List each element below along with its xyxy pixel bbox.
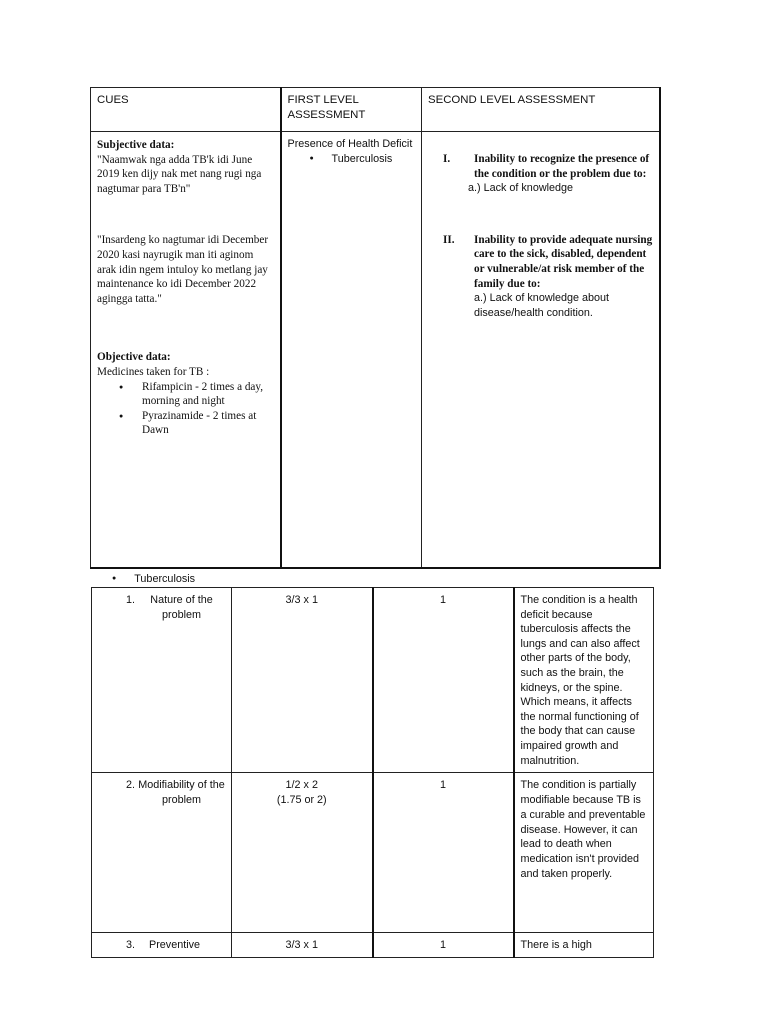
computation-note: (1.75 or 2): [276, 793, 327, 806]
scoring-table: [91, 587, 654, 958]
list-item: [428, 233, 653, 321]
criterion-text: Preventive: [149, 939, 201, 952]
list-item: [428, 152, 653, 196]
problem-bullet: [112, 572, 195, 587]
list-item: ● Tuberculosis: [288, 152, 416, 167]
second-level-list: [428, 152, 653, 320]
bullet-icon: ●: [112, 575, 117, 582]
table-row: [92, 773, 654, 933]
assessment-body-row: [91, 132, 660, 569]
item-title: Inability to provide adequate nursing care to the sick, disabled, dependent or vulnerable/at risk member of the family due to:: [474, 233, 653, 290]
header-first-level: FIRST LEVEL ASSESSMENT: [281, 88, 422, 132]
cues-cell: [91, 132, 281, 569]
table-row: [92, 588, 654, 773]
assessment-table: [90, 87, 661, 569]
criterion-text: Modifiability of the problem: [138, 779, 225, 806]
computation-cell: 3/3 x 1: [232, 933, 373, 958]
objective-intro: Medicines taken for TB :: [97, 365, 210, 378]
assessment-header-row: [91, 88, 660, 132]
score-cell: 1: [373, 588, 514, 773]
computation-cell: 1/2 x 2 (1.75 or 2): [232, 773, 373, 933]
item-sub: a.) Lack of knowledge about disease/health condition.: [474, 292, 610, 319]
numeral: II.: [443, 233, 455, 246]
list-item: ● Rifampicin - 2 times a day, morning and night: [97, 380, 274, 409]
problem-label: Tuberculosis: [134, 573, 196, 585]
first-level-text: Presence of Health Deficit: [287, 138, 413, 150]
criterion-text: Nature of the problem: [150, 594, 213, 621]
score-cell: 1: [373, 773, 514, 933]
subjective-heading: Subjective data:: [97, 139, 175, 151]
criterion-cell: 2. Modifiability of the problem: [92, 773, 232, 933]
header-cues: CUES: [91, 88, 281, 132]
item-sub: a.) Lack of knowledge: [468, 182, 574, 195]
subjective-quote-1: "Naamwak nga adda TB'k idi June 2019 ken dijy nak met nang rugi nga nagtumar para TB'n": [97, 153, 262, 195]
criterion-cell: 3. Preventive: [92, 933, 232, 958]
medication-list: [97, 380, 274, 438]
score-cell: 1: [373, 933, 514, 958]
computation-cell: 3/3 x 1: [232, 588, 373, 773]
criterion-cell: 1. Nature of the problem: [92, 588, 232, 773]
second-level-cell: [422, 132, 660, 569]
objective-heading: Objective data:: [97, 351, 171, 364]
header-second-level: SECOND LEVEL ASSESSMENT: [422, 88, 660, 132]
list-item: ● Pyrazinamide - 2 times at Dawn: [97, 409, 274, 438]
numeral: I.: [443, 153, 451, 165]
justification-cell: The condition is partially modifiable because TB is a curable and preventable disease. However, it can lead to death when medication isn't provided and taken properly.: [514, 773, 654, 933]
item-title: Inability to recognize the presence of the condition or the problem due to:: [474, 153, 650, 180]
justification-cell: The condition is a health deficit because tuberculosis affects the lungs and can also affect other parts of the body, such as the brain, the kidneys, or the spine. Which means, it affects the normal functioning of the body that can cause impaired growth and malnutrition.: [514, 588, 654, 773]
table-row: [92, 933, 654, 958]
justification-cell: There is a high: [514, 933, 654, 958]
subjective-quote-2: "Insardeng ko nagtumar idi December 2020 kasi nayrugik man iti aginom arak idin ngem intuloy ko metlang jay maintenance ko idi December 2022 agingga tatta.": [97, 234, 269, 305]
first-level-cell: [281, 132, 422, 569]
first-level-list: [288, 152, 416, 167]
